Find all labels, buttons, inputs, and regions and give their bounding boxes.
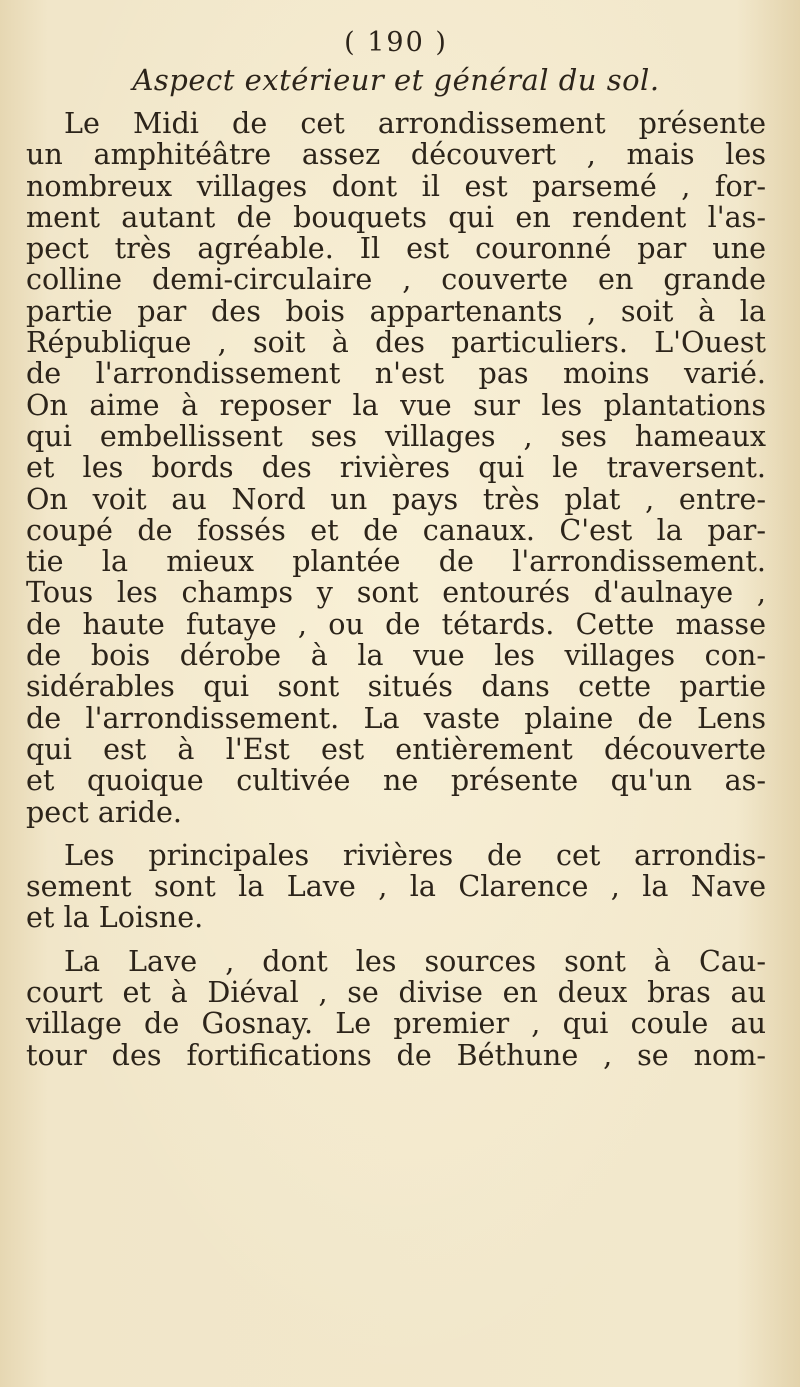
text-line: ment autant de bouquets qui en rendent l'as- [26,199,766,234]
text-line: République , soit à des particuliers. L'Ouest [26,325,766,360]
text-line: tie la mieux plantée de l'arrondissement. [26,544,766,579]
text-line: qui embellissent ses villages , ses hameaux [26,418,766,453]
paragraph-aspect [26,108,766,828]
text-line: sidérables qui sont situés dans cette partie [26,669,766,704]
text-line: qui est à l'Est est entièrement découverte [26,731,766,766]
text-line: colline demi-circulaire , couverte en grande [26,262,766,297]
paragraph-lave [26,943,766,1072]
text-line: nombreux villages dont il est parsemé , for- [26,168,766,203]
text-line: et les bords des rivières qui le traversent. [26,450,766,485]
text-line: Les principales rivières de cet arrondis- [64,837,766,872]
text-line: La Lave , dont les sources sont à Cau- [64,943,766,978]
text-line: de haute futaye , ou de tétards. Cette masse [26,606,766,641]
text-line: tour des fortifications de Béthune , se nom- [26,1037,766,1072]
text-line: pect très agréable. Il est couronné par une [26,231,766,266]
text-line: et la Loisne. [26,900,204,935]
text-line: et quoique cultivée ne présente qu'un as- [26,763,766,798]
text-line: partie par des bois appartenants , soit à la [26,293,766,328]
text-line: pect aride. [26,794,182,829]
section-heading: Aspect extérieur et général du sol. [132,63,660,97]
text-line: court et à Diéval , se divise en deux bras au [26,975,766,1010]
text-line: coupé de fossés et de canaux. C'est la par- [26,512,766,547]
text-line: de l'arrondissement. La vaste plaine de Lens [26,700,766,735]
text-line: Le Midi de cet arrondissement présente [64,106,766,140]
text-line: On aime à reposer la vue sur les plantations [26,387,766,422]
text-line: un amphitéâtre assez découvert , mais les [26,137,766,172]
text-line: village de Gosnay. Le premier , qui coule au [26,1006,766,1041]
text-line: de l'arrondissement n'est pas moins varié. [26,356,766,391]
text-line: On voit au Nord un pays très plat , entre- [26,481,766,516]
page-number: ( 190 ) [344,27,448,58]
text-line: de bois dérobe à la vue les villages con- [26,638,766,673]
text-line: Tous les champs y sont entourés d'aulnaye , [26,575,766,610]
paragraph-rivers [26,837,766,935]
text-line: sement sont la Lave , la Clarence , la Nave [26,869,766,904]
